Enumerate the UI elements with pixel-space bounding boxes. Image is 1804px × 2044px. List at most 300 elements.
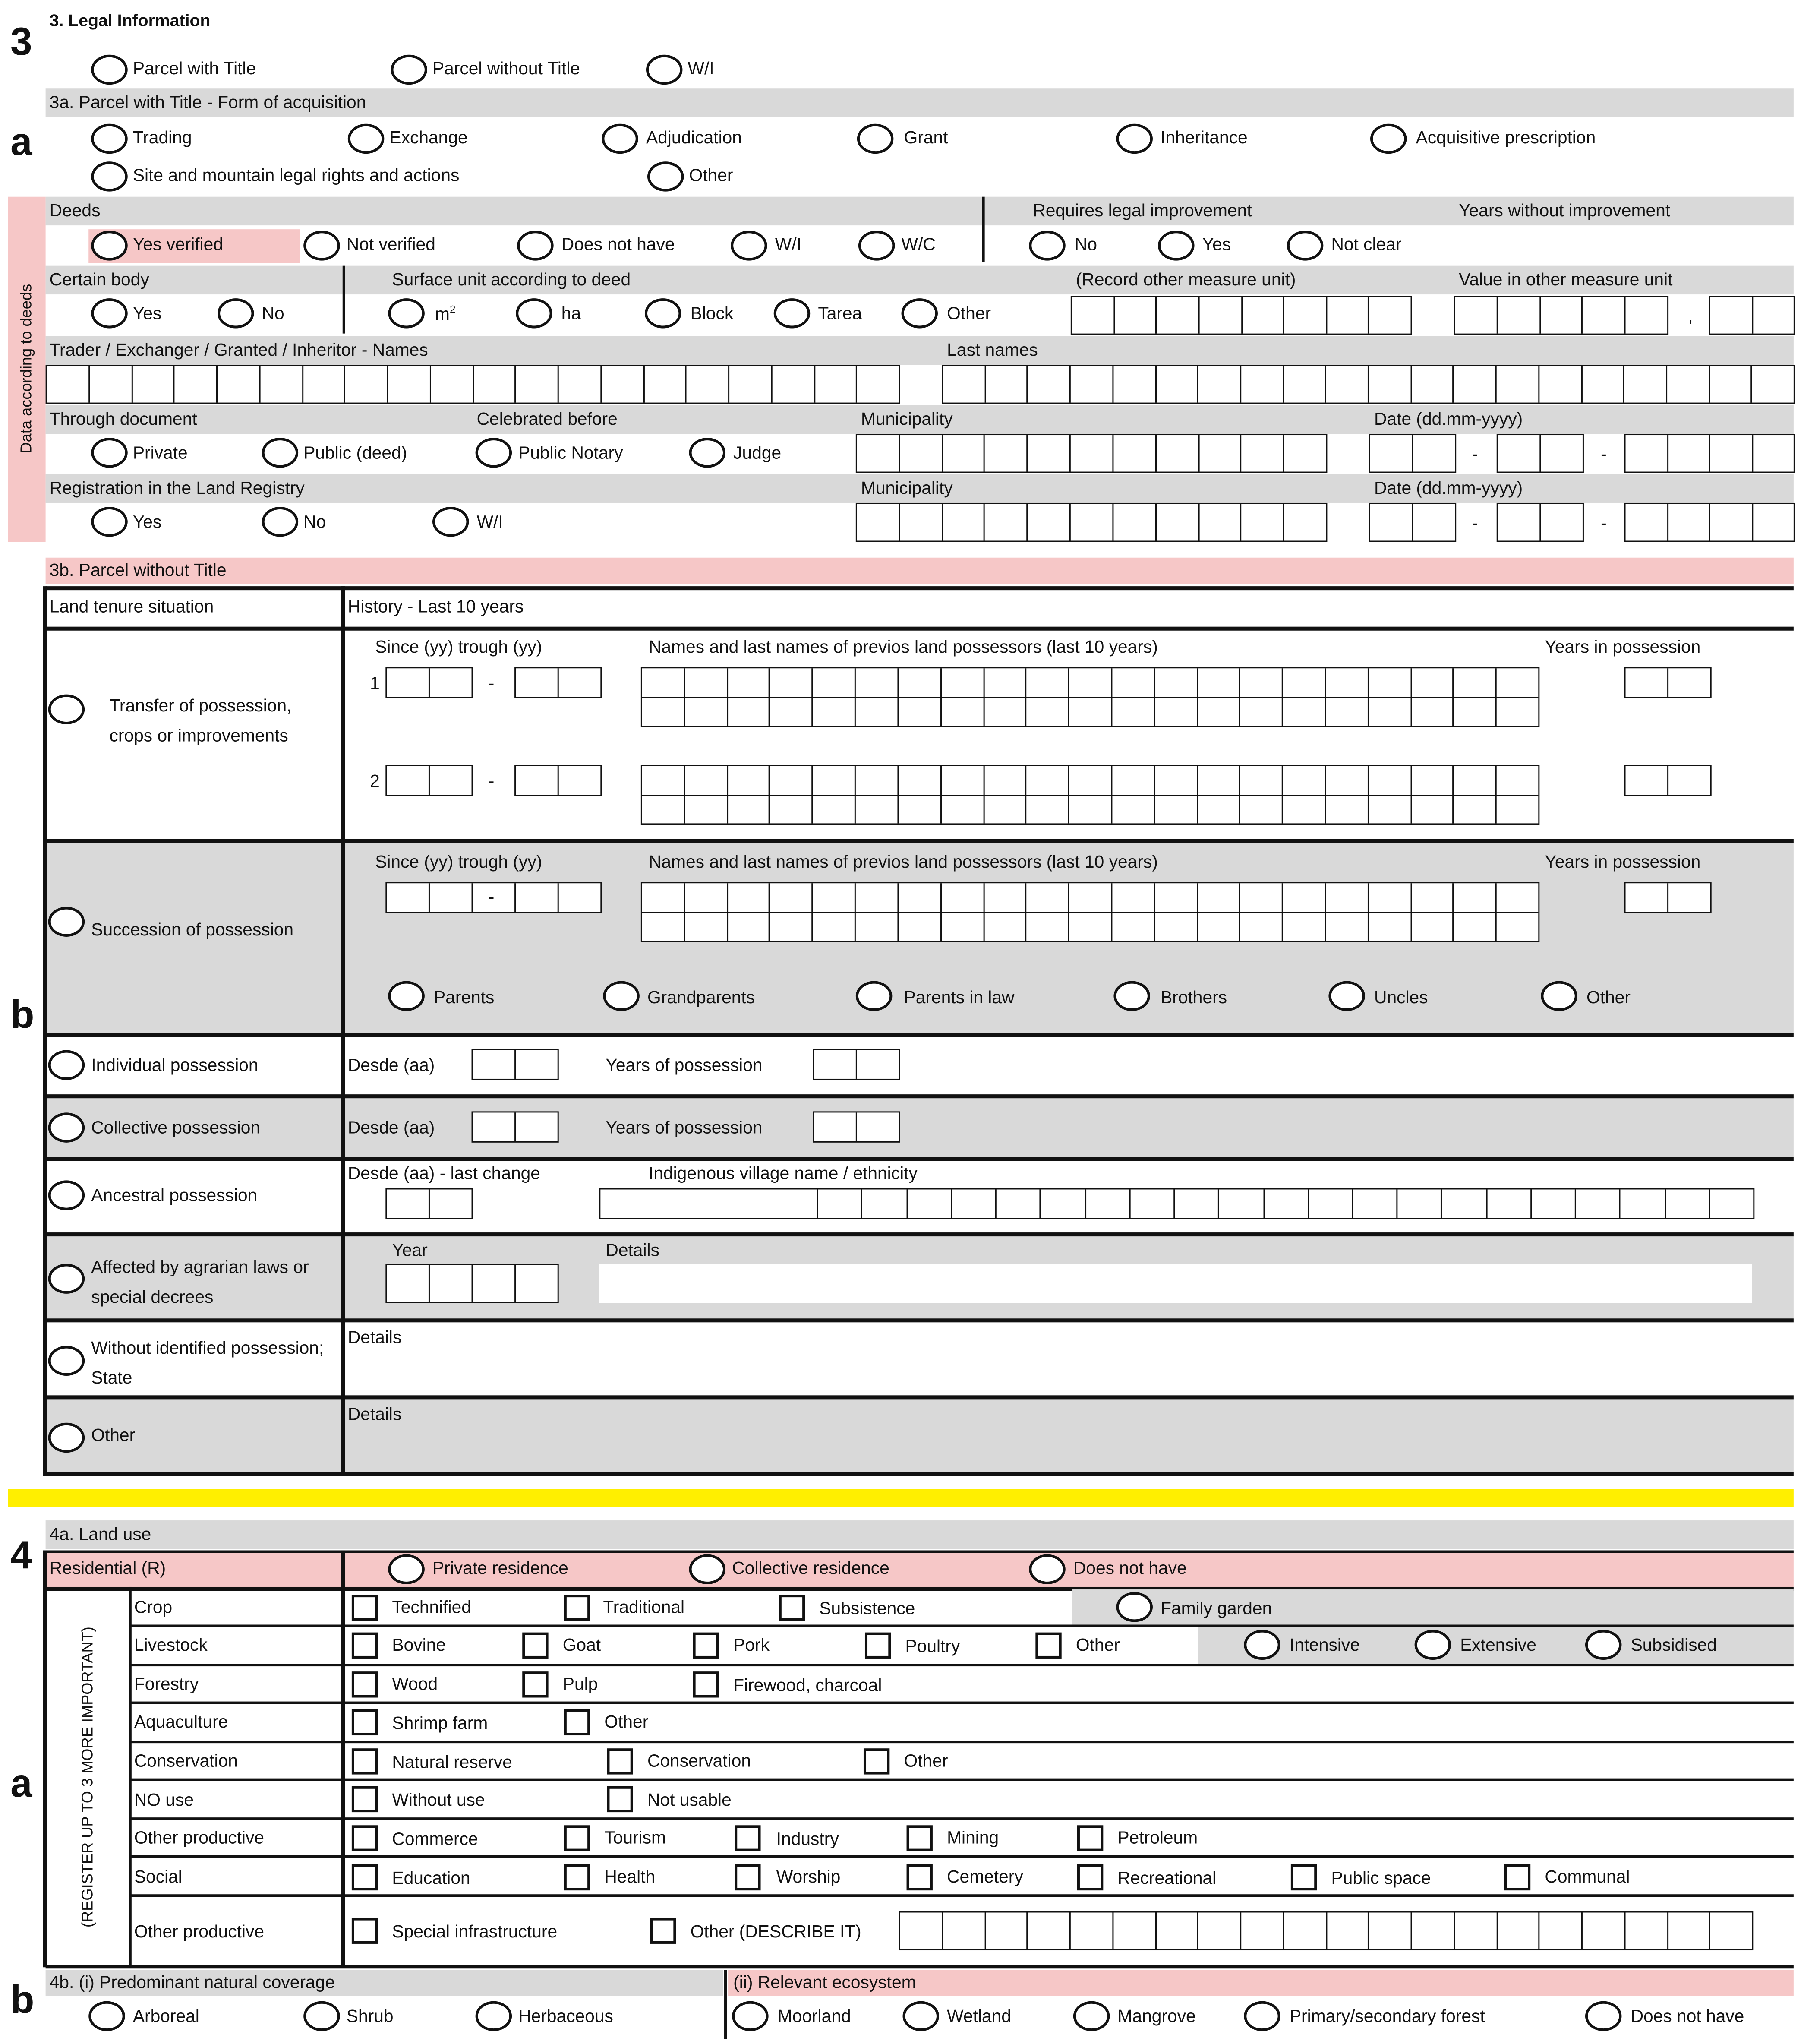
rule — [130, 1855, 1794, 1858]
checkbox-natural-reserve[interactable] — [352, 1748, 378, 1774]
land-use-label-aquaculture: Aquaculture — [134, 1712, 228, 1731]
desde-boxes[interactable] — [472, 1049, 559, 1080]
radio-brothers[interactable] — [1113, 981, 1150, 1011]
date-label: Date (dd.mm-yyyy) — [1374, 409, 1523, 429]
possessors-names-grid[interactable] — [641, 667, 1539, 727]
checkbox-label: Goat — [562, 1635, 601, 1655]
date-day-boxes[interactable] — [1369, 434, 1456, 473]
side-label-register: (REGISTER UP TO 3 MORE IMPORTANT) — [78, 1627, 97, 1928]
radio-label: Parcel with Title — [132, 58, 256, 79]
radio-label: W/C — [901, 234, 936, 254]
radio-label: Does not have — [1631, 2006, 1744, 2026]
row-number: 1 — [370, 673, 380, 693]
radio-transfer[interactable] — [48, 695, 85, 724]
radio-legal-wi[interactable] — [646, 55, 683, 85]
value-integer-boxes[interactable] — [1454, 296, 1668, 335]
radio-deeds-wc[interactable] — [858, 231, 895, 260]
radio-label: Private residence — [432, 1558, 568, 1578]
date-dash: - — [1472, 513, 1478, 533]
checkbox-label: Cemetery — [947, 1867, 1023, 1887]
radio-public-deed[interactable] — [262, 438, 299, 468]
radio-label: Adjudication — [646, 127, 742, 148]
radio-label: Exchange — [389, 127, 468, 148]
desde-last-change-label: Desde (aa) - last change — [347, 1163, 540, 1183]
since-label: Since (yy) trough (yy) — [375, 852, 542, 872]
rule — [46, 1232, 1794, 1236]
radio-unit-ha[interactable] — [516, 298, 552, 328]
rule — [46, 1033, 1794, 1037]
checkbox-label: Other (DESCRIBE IT) — [690, 1921, 861, 1941]
subsection-letter-b: b — [10, 1979, 35, 2022]
subsection-letter-a: a — [10, 121, 32, 164]
checkbox-label: Other — [1075, 1635, 1120, 1655]
radio-label: Yes verified — [132, 234, 223, 254]
radio-moorland[interactable] — [732, 2001, 769, 2031]
radio-label: Yes — [132, 303, 162, 323]
indigenous-boxes[interactable] — [599, 1188, 1754, 1219]
radio-mangrove[interactable] — [1073, 2001, 1110, 2031]
transfer-label: Transfer of possession, crops or improvements — [109, 695, 292, 746]
checkbox-label: Tourism — [604, 1828, 666, 1848]
since-boxes[interactable] — [385, 765, 473, 796]
subsection-letter-b: b — [10, 994, 35, 1037]
radio-wetland[interactable] — [903, 2001, 940, 2031]
desde-boxes[interactable] — [385, 1188, 473, 1219]
checkbox-aquaculture-other[interactable] — [564, 1709, 590, 1735]
possessors-names-grid[interactable] — [641, 882, 1539, 942]
coverage-title: 4b. (i) Predominant natural coverage — [49, 1972, 335, 1992]
section-number-4: 4 — [10, 1535, 32, 1578]
radio-unit-other[interactable] — [901, 298, 938, 328]
dash: - — [488, 673, 495, 693]
checkbox-label: Mining — [947, 1828, 999, 1848]
land-use-header — [46, 1520, 1794, 1549]
details-label: Details — [606, 1240, 659, 1260]
radio-parents-in-law[interactable] — [856, 981, 893, 1011]
radio-label: Intensive — [1289, 1635, 1360, 1655]
years-boxes[interactable] — [1624, 882, 1712, 913]
years-in-possession-label: Years in possession — [1545, 852, 1701, 872]
years-boxes[interactable] — [813, 1111, 900, 1142]
details-label: Details — [347, 1327, 402, 1347]
radio-deeds-wi[interactable] — [731, 231, 767, 260]
checkbox-industry[interactable] — [735, 1825, 760, 1851]
since-label: Since (yy) trough (yy) — [375, 637, 542, 657]
tenure-header: Land tenure situation — [49, 597, 214, 616]
collective-label: Collective possession — [91, 1118, 261, 1137]
record-other-unit-label: (Record other measure unit) — [1075, 269, 1296, 290]
radio-ecosystem-none[interactable] — [1585, 2001, 1622, 2031]
radio-label: Site and mountain legal rights and actions — [132, 165, 460, 185]
checkbox-pork[interactable] — [693, 1633, 719, 1659]
radio-registration-yes[interactable] — [91, 507, 128, 537]
checkbox-technified[interactable] — [352, 1595, 378, 1621]
radio-uncles[interactable] — [1328, 981, 1365, 1011]
checkbox-other-describe[interactable] — [650, 1918, 676, 1944]
checkbox-label: Traditional — [603, 1597, 685, 1617]
checkbox-label: Public space — [1331, 1868, 1431, 1888]
radio-label: W/I — [476, 512, 503, 532]
details-field[interactable] — [599, 1264, 1752, 1303]
radio-label: Not verified — [346, 234, 435, 254]
radio-primary-secondary-forest[interactable] — [1244, 2001, 1280, 2031]
radio-extensive[interactable] — [1415, 1630, 1451, 1660]
value-decimal-boxes[interactable] — [1709, 296, 1795, 335]
radio-unit-tarea[interactable] — [774, 298, 811, 328]
checkbox-health[interactable] — [564, 1864, 590, 1890]
checkbox-label: Technified — [392, 1597, 471, 1617]
municipality-boxes[interactable] — [856, 503, 1328, 542]
rule — [43, 1550, 47, 1967]
checkbox-public-space[interactable] — [1291, 1864, 1317, 1890]
collective-row-bg — [46, 1096, 1794, 1158]
checkbox-cemetery[interactable] — [907, 1864, 933, 1890]
rule — [130, 1702, 1794, 1704]
radio-label: W/I — [775, 234, 801, 254]
names-label: Names and last names of previos land possessors (last 10 years) — [648, 637, 1158, 657]
checkbox-recreational[interactable] — [1077, 1864, 1103, 1890]
subsection-title: 3b. Parcel without Title — [49, 560, 227, 580]
radio-label: Parents in law — [904, 987, 1015, 1007]
checkbox-label: Petroleum — [1117, 1828, 1198, 1848]
radio-label: Herbaceous — [518, 2006, 613, 2026]
radio-certain-no[interactable] — [218, 298, 254, 328]
since-boxes[interactable] — [385, 667, 473, 698]
radio-unit-m2[interactable] — [388, 298, 425, 328]
radio-parcel-with-title[interactable] — [91, 55, 128, 85]
radio-label: Does not have — [561, 234, 675, 254]
radio-grandparents[interactable] — [603, 981, 640, 1011]
radio-req-not-clear[interactable] — [1287, 231, 1324, 260]
checkbox-label: Conservation — [647, 1751, 751, 1771]
radio-site-mountain[interactable] — [91, 161, 128, 191]
desde-label: Desde (aa) — [347, 1118, 435, 1137]
rule — [46, 1550, 1794, 1553]
checkbox-commerce[interactable] — [352, 1825, 378, 1851]
radio-label: Inheritance — [1161, 127, 1248, 148]
radio-registration-no[interactable] — [262, 507, 299, 537]
radio-label: Trading — [132, 127, 192, 148]
land-use-label-forestry: Forestry — [134, 1674, 199, 1694]
radio-label: Primary/secondary forest — [1289, 2006, 1485, 2026]
checkbox-label: Natural reserve — [392, 1752, 512, 1772]
radio-public-notary[interactable] — [476, 438, 512, 468]
radio-collective-residence[interactable] — [689, 1554, 726, 1584]
radio-family-garden[interactable] — [1116, 1592, 1153, 1622]
date-year-boxes[interactable] — [1624, 503, 1795, 542]
names-label: Names and last names of previos land possessors (last 10 years) — [648, 852, 1158, 872]
checkbox-petroleum[interactable] — [1077, 1825, 1103, 1851]
unit-m: m — [435, 304, 450, 324]
land-use-label-conservation: Conservation — [134, 1751, 238, 1771]
history-header: History - Last 10 years — [347, 597, 524, 616]
checkbox-label: Bovine — [392, 1635, 446, 1655]
desde-boxes[interactable] — [472, 1111, 559, 1142]
divider — [982, 197, 985, 262]
radio-succession-other[interactable] — [1541, 981, 1577, 1011]
rule — [46, 1318, 1794, 1322]
radio-label: Grandparents — [647, 987, 755, 1007]
radio-label: Not clear — [1331, 234, 1402, 254]
other-label: Other — [91, 1425, 136, 1445]
radio-judge[interactable] — [689, 438, 726, 468]
checkbox-label: Recreational — [1117, 1868, 1217, 1888]
radio-label: ha — [561, 303, 581, 323]
details-label: Details — [347, 1404, 402, 1424]
radio-label: Public Notary — [518, 443, 623, 463]
dash: - — [488, 771, 495, 791]
years-boxes[interactable] — [1624, 667, 1712, 698]
rule — [130, 1817, 1794, 1820]
radio-acq-other[interactable] — [647, 161, 684, 191]
rule — [46, 586, 1794, 590]
checkbox-shrimp-farm[interactable] — [352, 1709, 378, 1735]
radio-label: Other — [1586, 987, 1631, 1007]
checkbox-livestock-other[interactable] — [1035, 1633, 1061, 1659]
radio-ancestral[interactable] — [48, 1180, 85, 1210]
ancestral-label: Ancestral possession — [91, 1185, 258, 1205]
radio-label: Brothers — [1161, 987, 1227, 1007]
residential-label: Residential (R) — [49, 1558, 166, 1578]
rule — [130, 1664, 1794, 1666]
other-row-bg — [46, 1398, 1794, 1473]
radio-not-verified[interactable] — [303, 231, 340, 260]
checkbox-education[interactable] — [352, 1864, 378, 1890]
municipality-boxes[interactable] — [856, 434, 1328, 473]
radio-label: Subsidised — [1631, 1635, 1717, 1655]
radio-label: Parents — [434, 987, 495, 1007]
decimal-comma: , — [1688, 306, 1693, 326]
radio-succession[interactable] — [48, 907, 85, 937]
radio-registration-wi[interactable] — [432, 507, 469, 537]
rule — [46, 1094, 1794, 1098]
checkbox-conservation-other[interactable] — [864, 1748, 889, 1774]
radio-parents[interactable] — [388, 981, 425, 1011]
checkbox-traditional[interactable] — [564, 1595, 590, 1621]
radio-grant[interactable] — [857, 124, 894, 154]
section-separator — [8, 1489, 1794, 1507]
radio-label: Arboreal — [132, 2006, 199, 2026]
other-unit-boxes[interactable] — [1071, 296, 1412, 335]
describe-boxes[interactable] — [899, 1911, 1753, 1950]
radio-does-not-have[interactable] — [517, 231, 554, 260]
divider — [724, 1970, 727, 2039]
rule — [46, 1395, 1794, 1399]
radio-label: Yes — [1202, 234, 1231, 254]
radio-private[interactable] — [91, 438, 128, 468]
municipality-label: Municipality — [861, 478, 953, 498]
subsection-title: 3a. Parcel with Title - Form of acquisition — [49, 92, 366, 112]
radio-herbaceous[interactable] — [476, 2001, 512, 2031]
checkbox-label: Pork — [733, 1635, 770, 1655]
checkbox-label: Industry — [776, 1829, 839, 1849]
trough-boxes[interactable] — [514, 667, 602, 698]
checkbox-label: Not usable — [647, 1790, 732, 1810]
last-names-label: Last names — [947, 340, 1038, 360]
without-identified-label: Without identified possession; State — [91, 1338, 324, 1388]
checkbox-worship[interactable] — [735, 1864, 760, 1890]
radio-affected[interactable] — [48, 1264, 85, 1294]
checkbox-special-infrastructure[interactable] — [352, 1918, 378, 1944]
checkbox-label: Poultry — [905, 1636, 960, 1656]
radio-label: Judge — [733, 443, 782, 463]
checkbox-label: Other — [604, 1712, 649, 1731]
radio-intensive[interactable] — [1244, 1630, 1280, 1660]
radio-exchange[interactable] — [348, 124, 385, 154]
years-of-possession-label: Years of possession — [606, 1118, 763, 1137]
checkbox-label: Worship — [776, 1867, 841, 1887]
date-month-boxes[interactable] — [1497, 434, 1584, 473]
radio-label — [435, 305, 455, 323]
checkbox-goat[interactable] — [522, 1633, 548, 1659]
radio-label: Does not have — [1073, 1558, 1187, 1578]
checkbox-label: Pulp — [562, 1674, 598, 1694]
radio-label: Grant — [904, 127, 948, 148]
checkbox-subsistence[interactable] — [779, 1595, 805, 1621]
rule — [341, 1550, 345, 1967]
checkbox-label: Education — [392, 1868, 470, 1888]
checkbox-without-use[interactable] — [352, 1786, 378, 1812]
radio-label: No — [262, 303, 284, 323]
radio-label: Moorland — [777, 2006, 851, 2026]
checkbox-label: Shrimp farm — [392, 1713, 488, 1733]
section-number-3: 3 — [10, 21, 32, 64]
desde-label: Desde (aa) — [347, 1055, 435, 1075]
radio-3b-other[interactable] — [48, 1423, 85, 1453]
affected-label: Affected by agrarian laws or special decrees — [91, 1257, 309, 1307]
radio-label: Block — [690, 303, 734, 323]
value-other-unit-label: Value in other measure unit — [1459, 269, 1673, 290]
possessors-names-grid[interactable] — [641, 765, 1539, 825]
radio-label: Family garden — [1161, 1599, 1272, 1618]
checkbox-label: Firewood, charcoal — [733, 1675, 882, 1695]
date-day-boxes[interactable] — [1369, 503, 1456, 542]
radio-residence-none[interactable] — [1029, 1554, 1066, 1584]
radio-parcel-without-title[interactable] — [391, 55, 427, 85]
checkbox-label: Special infrastructure — [392, 1921, 558, 1941]
ecosystem-title: (ii) Relevant ecosystem — [733, 1972, 916, 1992]
checkbox-communal[interactable] — [1504, 1864, 1530, 1890]
rule — [130, 1779, 1794, 1781]
rule — [46, 627, 1794, 631]
radio-trading[interactable] — [91, 124, 128, 154]
radio-shrub[interactable] — [303, 2001, 340, 2031]
row-number: 2 — [370, 771, 380, 791]
radio-label: No — [303, 512, 326, 532]
year-boxes[interactable] — [385, 1264, 558, 1303]
radio-arboreal[interactable] — [88, 2001, 125, 2031]
checkbox-wood[interactable] — [352, 1671, 378, 1697]
rule — [46, 1965, 1794, 1968]
radio-label: W/I — [688, 58, 714, 79]
radio-req-no[interactable] — [1029, 231, 1066, 260]
radio-label: Acquisitive prescription — [1416, 127, 1596, 148]
checkbox-bovine[interactable] — [352, 1633, 378, 1659]
date-month-boxes[interactable] — [1497, 503, 1584, 542]
checkbox-poultry[interactable] — [865, 1633, 891, 1659]
radio-label: Public (deed) — [303, 443, 407, 463]
radio-without-identified[interactable] — [48, 1346, 85, 1376]
date-year-boxes[interactable] — [1624, 434, 1795, 473]
land-use-label-crop: Crop — [134, 1597, 173, 1617]
radio-label: Collective residence — [732, 1558, 889, 1578]
radio-adjudication[interactable] — [602, 124, 638, 154]
section-title: 3. Legal Information — [49, 10, 211, 30]
subsection-3b-header — [46, 558, 1794, 584]
land-use-label-social: Social — [134, 1867, 182, 1887]
radio-label: Tarea — [818, 303, 862, 323]
checkbox-tourism[interactable] — [564, 1825, 590, 1851]
checkbox-conservation[interactable] — [607, 1748, 633, 1774]
radio-acquisitive-prescription[interactable] — [1370, 124, 1407, 154]
checkbox-pulp[interactable] — [522, 1671, 548, 1697]
radio-label: Private — [132, 443, 188, 463]
radio-individual[interactable] — [48, 1050, 85, 1080]
checkbox-label: Subsistence — [819, 1599, 915, 1618]
municipality-label: Municipality — [861, 409, 953, 429]
rule — [341, 586, 345, 1476]
radio-req-yes[interactable] — [1158, 231, 1195, 260]
years-without-label: Years without improvement — [1459, 200, 1671, 221]
radio-label: No — [1074, 234, 1097, 254]
years-of-possession-label: Years of possession — [606, 1055, 763, 1075]
land-use-label-no-use: NO use — [134, 1790, 194, 1810]
indigenous-label: Indigenous village name / ethnicity — [648, 1163, 918, 1183]
rule — [46, 1157, 1794, 1161]
succession-label: Succession of possession — [91, 919, 294, 940]
radio-label: Mangrove — [1117, 2006, 1196, 2026]
trough-boxes[interactable] — [514, 765, 602, 796]
registration-label: Registration in the Land Registry — [49, 478, 305, 498]
radio-label: Wetland — [947, 2006, 1011, 2026]
date-dash: - — [1601, 513, 1607, 533]
last-names-boxes[interactable] — [942, 365, 1795, 404]
years-boxes[interactable] — [813, 1049, 900, 1080]
radio-yes-verified[interactable] — [91, 231, 128, 260]
years-boxes[interactable] — [1624, 765, 1712, 796]
surface-unit-label: Surface unit according to deed — [392, 269, 631, 290]
radio-subsidised[interactable] — [1585, 1630, 1622, 1660]
checkbox-label: Health — [604, 1867, 656, 1887]
side-label-deeds: Data according to deeds — [17, 284, 35, 454]
radio-label: Shrub — [346, 2006, 394, 2026]
land-use-title: 4a. Land use — [49, 1524, 151, 1544]
checkbox-firewood[interactable] — [693, 1671, 719, 1697]
trader-names-boxes[interactable] — [46, 365, 900, 404]
radio-label: Yes — [132, 512, 162, 532]
radio-private-residence[interactable] — [388, 1554, 425, 1584]
residential-row-bg — [46, 1551, 1794, 1586]
land-use-label-other-productive: Other productive — [134, 1828, 265, 1848]
years-in-possession-label: Years in possession — [1545, 637, 1701, 657]
rule — [46, 839, 1794, 843]
radio-inheritance[interactable] — [1116, 124, 1153, 154]
radio-certain-yes[interactable] — [91, 298, 128, 328]
subsection-letter-a: a — [10, 1763, 32, 1806]
radio-collective[interactable] — [48, 1112, 85, 1142]
checkbox-not-usable[interactable] — [607, 1786, 633, 1812]
radio-label: Extensive — [1460, 1635, 1536, 1655]
checkbox-label: Wood — [392, 1674, 438, 1694]
radio-label: Parcel without Title — [432, 58, 580, 79]
requires-improvement-label: Requires legal improvement — [1033, 200, 1252, 221]
divider — [343, 266, 345, 334]
rule — [46, 1472, 1794, 1476]
checkbox-mining[interactable] — [907, 1825, 933, 1851]
checkbox-label: Without use — [392, 1790, 485, 1810]
land-use-label-other-productive-2: Other productive — [134, 1921, 265, 1941]
radio-unit-block[interactable] — [645, 298, 681, 328]
